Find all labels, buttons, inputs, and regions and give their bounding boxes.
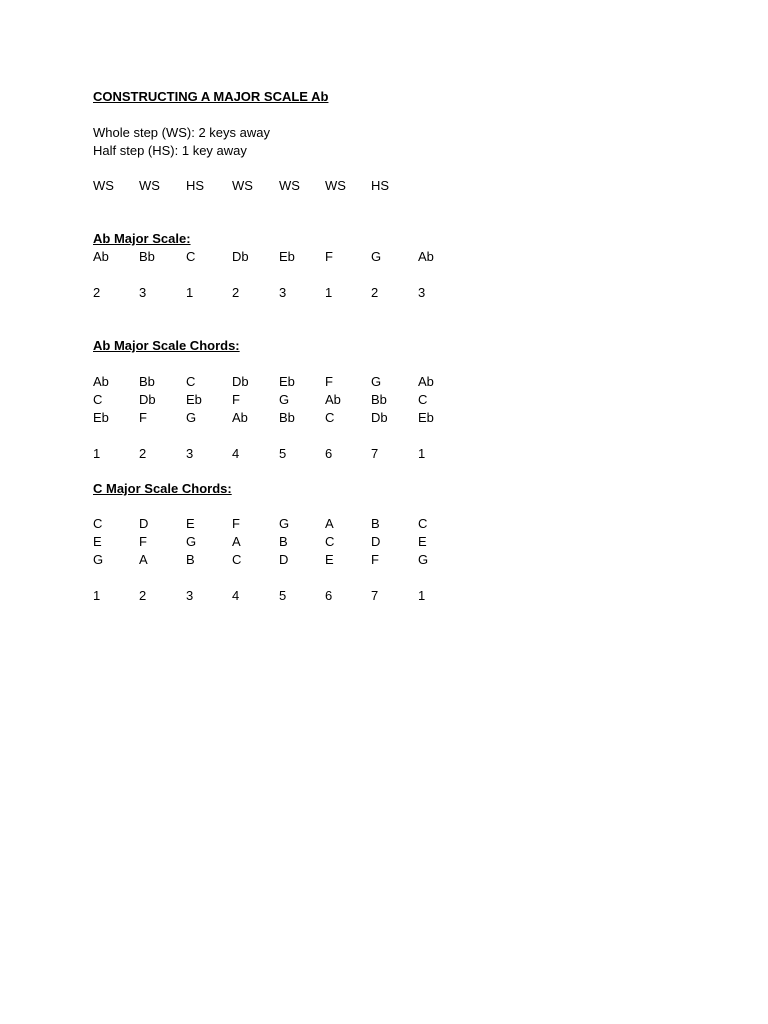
scale-note: Ab (93, 249, 109, 264)
half-step-definition: Half step (HS): 1 key away (93, 143, 247, 158)
chord-note: C (325, 410, 335, 425)
fingering-number: 3 (418, 285, 426, 300)
chord-note: D (139, 516, 149, 531)
ab-major-scale-heading: Ab Major Scale: (93, 231, 191, 246)
fingering-number: 2 (93, 285, 101, 300)
scale-note: Eb (279, 249, 295, 264)
scale-note: C (186, 249, 196, 264)
c-major-chords-heading: C Major Scale Chords: (93, 481, 232, 496)
chord-degree: 1 (93, 588, 101, 603)
chord-degree: 5 (279, 588, 287, 603)
chord-note: B (279, 534, 288, 549)
chord-degree: 5 (279, 446, 287, 461)
chord-note: Db (139, 392, 156, 407)
chord-note: C (325, 534, 335, 549)
step-pattern-cell: WS (325, 178, 346, 193)
chord-note: F (139, 410, 147, 425)
chord-degree: 1 (418, 446, 426, 461)
document-title: CONSTRUCTING A MAJOR SCALE Ab (93, 89, 329, 104)
chord-note: Eb (93, 410, 109, 425)
fingering-number: 1 (186, 285, 194, 300)
chord-note: Ab (418, 374, 434, 389)
chord-note: D (279, 552, 289, 567)
chord-note: Bb (371, 392, 387, 407)
fingering-number: 3 (279, 285, 287, 300)
chord-note: Ab (232, 410, 248, 425)
fingering-number: 2 (232, 285, 240, 300)
step-pattern-cell: WS (232, 178, 253, 193)
chord-note: G (93, 552, 104, 567)
chord-note: E (186, 516, 195, 531)
chord-note: C (93, 516, 103, 531)
chord-degree: 6 (325, 446, 333, 461)
chord-degree: 1 (418, 588, 426, 603)
chord-note: E (325, 552, 334, 567)
step-pattern-cell: HS (371, 178, 390, 193)
chord-note: A (232, 534, 241, 549)
chord-note: Ab (93, 374, 109, 389)
chord-note: Eb (279, 374, 295, 389)
chord-note: E (418, 534, 427, 549)
step-pattern-cell: WS (139, 178, 160, 193)
chord-degree: 4 (232, 446, 240, 461)
ab-major-chords-heading: Ab Major Scale Chords: (93, 338, 240, 353)
chord-note: F (232, 392, 240, 407)
fingering-number: 1 (325, 285, 333, 300)
chord-note: G (186, 534, 197, 549)
chord-note: A (325, 516, 334, 531)
chord-note: Db (371, 410, 388, 425)
fingering-number: 2 (371, 285, 379, 300)
chord-degree: 2 (139, 588, 147, 603)
step-pattern-cell: HS (186, 178, 205, 193)
chord-degree: 7 (371, 446, 379, 461)
chord-note: E (93, 534, 102, 549)
scale-note: Db (232, 249, 249, 264)
step-pattern-cell: WS (93, 178, 114, 193)
fingering-number: 3 (139, 285, 147, 300)
chord-degree: 2 (139, 446, 147, 461)
chord-note: Db (232, 374, 249, 389)
scale-note: Ab (418, 249, 434, 264)
chord-note: C (93, 392, 103, 407)
chord-note: B (371, 516, 380, 531)
chord-note: F (232, 516, 240, 531)
chord-note: F (371, 552, 379, 567)
chord-note: G (279, 392, 290, 407)
chord-note: G (186, 410, 197, 425)
chord-note: F (139, 534, 147, 549)
chord-note: Eb (186, 392, 202, 407)
chord-note: C (418, 392, 428, 407)
chord-note: D (371, 534, 381, 549)
chord-note: C (418, 516, 428, 531)
scale-note: Bb (139, 249, 155, 264)
chord-note: C (186, 374, 196, 389)
chord-note: F (325, 374, 333, 389)
step-pattern-cell: WS (279, 178, 300, 193)
scale-note: G (371, 249, 382, 264)
chord-degree: 3 (186, 588, 194, 603)
chord-note: G (279, 516, 290, 531)
chord-note: A (139, 552, 148, 567)
chord-note: G (418, 552, 429, 567)
chord-note: Ab (325, 392, 341, 407)
chord-note: Eb (418, 410, 434, 425)
chord-note: G (371, 374, 382, 389)
chord-degree: 3 (186, 446, 194, 461)
chord-degree: 6 (325, 588, 333, 603)
chord-degree: 7 (371, 588, 379, 603)
chord-degree: 4 (232, 588, 240, 603)
scale-note: F (325, 249, 333, 264)
whole-step-definition: Whole step (WS): 2 keys away (93, 125, 270, 140)
chord-note: Bb (279, 410, 295, 425)
chord-note: Bb (139, 374, 155, 389)
chord-note: B (186, 552, 195, 567)
chord-note: C (232, 552, 242, 567)
chord-degree: 1 (93, 446, 101, 461)
